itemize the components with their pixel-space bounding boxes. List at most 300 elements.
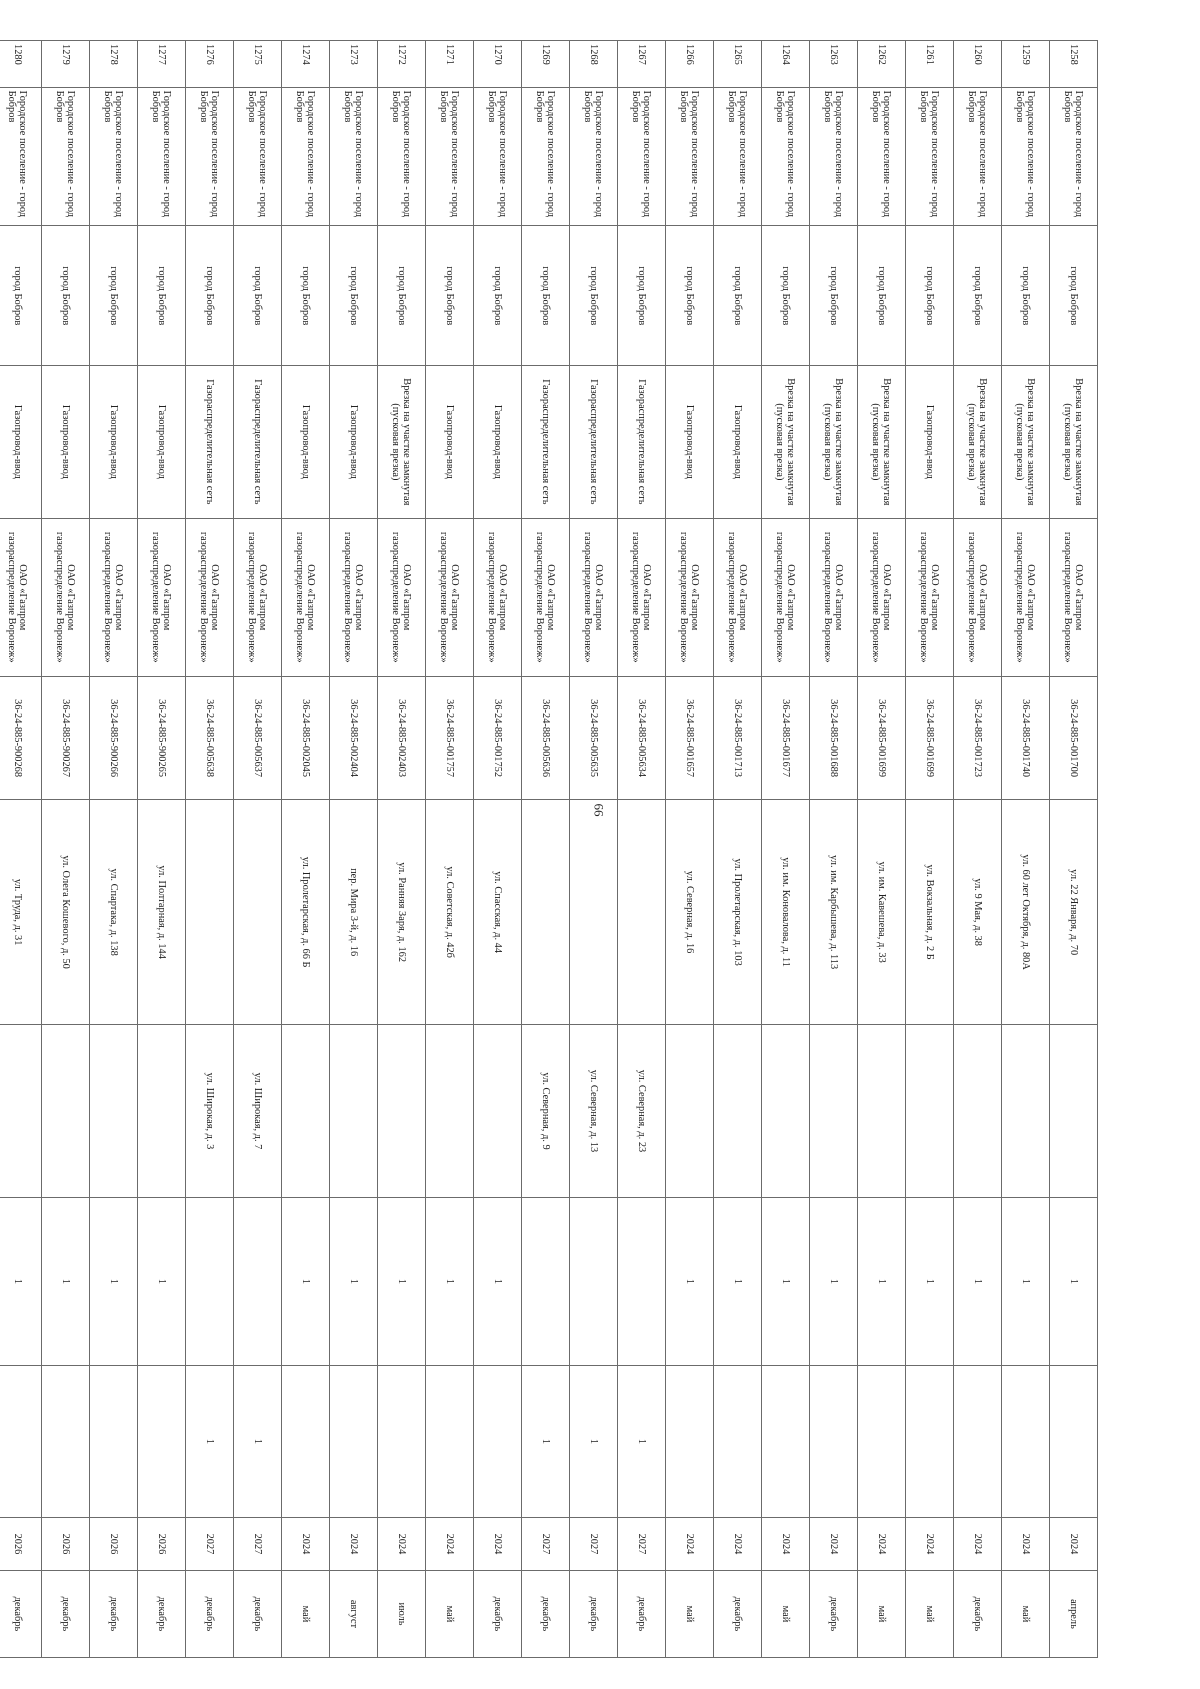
count-cell: 1 [810,1198,858,1366]
locality-cell: город Бобров [618,226,666,366]
table-row [954,41,1002,1658]
registry-table-body [0,41,1098,1658]
work-type-cell: Врезка на участке замкнутая (пусковая врезка) [1002,366,1050,518]
year-cell: 2026 [138,1518,186,1571]
municipality-cell: Городское поселение - город Бобров [474,87,522,226]
object-code-cell: 36-24-885-005635 [570,676,618,799]
month-cell: декабрь [42,1570,90,1657]
object-code-cell: 36-24-885-005638 [186,676,234,799]
address-extra-cell: ул. Широкая, д. 3 [186,1025,234,1198]
month-cell: декабрь [522,1570,570,1657]
organization-cell: ОАО «Газпром газораспределение Воронеж» [330,518,378,676]
year-cell: 2024 [282,1518,330,1571]
count-cell [618,1198,666,1366]
year-cell: 2024 [1002,1518,1050,1571]
address-cell: ул. Спартака, д. 138 [90,800,138,1025]
row-number-cell: 1271 [426,41,474,88]
object-code-cell: 36-24-885-900268 [0,676,42,799]
row-number-cell: 1266 [666,41,714,88]
object-code-cell: 36-24-885-001757 [426,676,474,799]
work-type-cell: Газопровод-ввод [426,366,474,518]
locality-cell: город Бобров [0,226,42,366]
address-extra-cell [42,1025,90,1198]
month-cell: май [666,1570,714,1657]
row-number-cell: 1276 [186,41,234,88]
organization-cell: ОАО «Газпром газораспределение Воронеж» [0,518,42,676]
row-number-cell: 1274 [282,41,330,88]
work-type-cell: Газопровод-ввод [666,366,714,518]
month-cell: май [282,1570,330,1657]
work-type-cell: Врезка на участке замкнутая (пусковая врезка) [762,366,810,518]
registry-table [0,40,1098,1658]
locality-cell: город Бобров [378,226,426,366]
organization-cell: ОАО «Газпром газораспределение Воронеж» [378,518,426,676]
work-type-cell: Газопровод-ввод [906,366,954,518]
year-cell: 2024 [906,1518,954,1571]
municipality-cell: Городское поселение - город Бобров [1002,87,1050,226]
locality-cell: город Бобров [282,226,330,366]
municipality-cell: Городское поселение - город Бобров [522,87,570,226]
month-cell: май [858,1570,906,1657]
address-extra-cell: ул. Северная, д. 23 [618,1025,666,1198]
organization-cell: ОАО «Газпром газораспределение Воронеж» [570,518,618,676]
row-number-cell: 1272 [378,41,426,88]
count-extra-cell [330,1365,378,1517]
locality-cell: город Бобров [714,226,762,366]
row-number-cell: 1277 [138,41,186,88]
count-extra-cell: 1 [522,1365,570,1517]
table-row [906,41,954,1658]
table-row [426,41,474,1658]
address-extra-cell [666,1025,714,1198]
object-code-cell: 36-24-885-900265 [138,676,186,799]
count-cell: 1 [858,1198,906,1366]
row-number-cell: 1278 [90,41,138,88]
address-cell: ул. Пролетарская, д. 66 Б [282,800,330,1025]
month-cell: декабрь [810,1570,858,1657]
table-row [330,41,378,1658]
count-extra-cell: 1 [186,1365,234,1517]
table-row [186,41,234,1658]
object-code-cell: 36-24-885-005637 [234,676,282,799]
month-cell: июль [378,1570,426,1657]
month-cell: декабрь [474,1570,522,1657]
table-row [1050,41,1098,1658]
count-extra-cell [1002,1365,1050,1517]
work-type-cell: Врезка на участке замкнутая (пусковая врезка) [1050,366,1098,518]
month-cell: май [426,1570,474,1657]
work-type-cell: Врезка на участке замкнутая (пусковая врезка) [954,366,1002,518]
municipality-cell: Городское поселение - город Бобров [858,87,906,226]
municipality-cell: Городское поселение - город Бобров [378,87,426,226]
organization-cell: ОАО «Газпром газораспределение Воронеж» [186,518,234,676]
locality-cell: город Бобров [810,226,858,366]
row-number-cell: 1268 [570,41,618,88]
row-number-cell: 1269 [522,41,570,88]
work-type-cell: Врезка на участке замкнутая (пусковая врезка) [810,366,858,518]
year-cell: 2026 [42,1518,90,1571]
work-type-cell: Газораспределительная сеть [522,366,570,518]
rotated-page-content [6,40,1098,1658]
count-cell: 1 [0,1198,42,1366]
month-cell: декабрь [138,1570,186,1657]
table-row [810,41,858,1658]
month-cell: декабрь [570,1570,618,1657]
locality-cell: город Бобров [330,226,378,366]
object-code-cell: 36-24-885-002403 [378,676,426,799]
address-cell [186,800,234,1025]
work-type-cell: Газопровод-ввод [282,366,330,518]
work-type-cell: Врезка на участке замкнутая (пусковая врезка) [378,366,426,518]
year-cell: 2027 [522,1518,570,1571]
count-cell: 1 [90,1198,138,1366]
count-cell: 1 [906,1198,954,1366]
municipality-cell: Городское поселение - город Бобров [570,87,618,226]
month-cell: декабрь [186,1570,234,1657]
municipality-cell: Городское поселение - город Бобров [138,87,186,226]
address-extra-cell [426,1025,474,1198]
row-number-cell: 1267 [618,41,666,88]
address-cell: ул. 22 Января, д. 70 [1050,800,1098,1025]
address-extra-cell [1002,1025,1050,1198]
address-cell: ул. Пролетарская, д. 103 [714,800,762,1025]
year-cell: 2024 [858,1518,906,1571]
organization-cell: ОАО «Газпром газораспределение Воронеж» [474,518,522,676]
address-cell: ул. им. Карбышева, д. 113 [810,800,858,1025]
locality-cell: город Бобров [90,226,138,366]
work-type-cell: Газопровод-ввод [138,366,186,518]
table-row [1002,41,1050,1658]
municipality-cell: Городское поселение - город Бобров [906,87,954,226]
organization-cell: ОАО «Газпром газораспределение Воронеж» [618,518,666,676]
municipality-cell: Городское поселение - город Бобров [234,87,282,226]
address-extra-cell: ул. Широкая, д. 7 [234,1025,282,1198]
row-number-cell: 1262 [858,41,906,88]
work-type-cell: Газораспределительная сеть [570,366,618,518]
table-row [522,41,570,1658]
organization-cell: ОАО «Газпром газораспределение Воронеж» [1002,518,1050,676]
locality-cell: город Бобров [138,226,186,366]
count-cell [234,1198,282,1366]
object-code-cell: 36-24-885-001713 [714,676,762,799]
table-row [762,41,810,1658]
year-cell: 2024 [666,1518,714,1571]
address-extra-cell [810,1025,858,1198]
locality-cell: город Бобров [522,226,570,366]
address-cell: пер. Мира 3-й, д. 16 [330,800,378,1025]
year-cell: 2026 [90,1518,138,1571]
municipality-cell: Городское поселение - город Бобров [618,87,666,226]
object-code-cell: 36-24-885-001740 [1002,676,1050,799]
count-cell: 1 [426,1198,474,1366]
address-extra-cell [282,1025,330,1198]
municipality-cell: Городское поселение - город Бобров [762,87,810,226]
locality-cell: город Бобров [762,226,810,366]
count-extra-cell [42,1365,90,1517]
table-row [90,41,138,1658]
count-extra-cell [858,1365,906,1517]
address-extra-cell [474,1025,522,1198]
object-code-cell: 36-24-885-005636 [522,676,570,799]
municipality-cell: Городское поселение - город Бобров [42,87,90,226]
organization-cell: ОАО «Газпром газораспределение Воронеж» [762,518,810,676]
address-cell: ул. 9 Мая, д. 38 [954,800,1002,1025]
table-row [666,41,714,1658]
address-extra-cell [762,1025,810,1198]
locality-cell: город Бобров [234,226,282,366]
object-code-cell: 36-24-885-001700 [1050,676,1098,799]
address-cell: ул. Труда, д. 31 [0,800,42,1025]
count-extra-cell [666,1365,714,1517]
count-cell [570,1198,618,1366]
count-extra-cell: 1 [570,1365,618,1517]
address-extra-cell [906,1025,954,1198]
count-cell: 1 [42,1198,90,1366]
locality-cell: город Бобров [1002,226,1050,366]
object-code-cell: 36-24-885-001699 [906,676,954,799]
count-cell: 1 [1002,1198,1050,1366]
object-code-cell: 36-24-885-900266 [90,676,138,799]
organization-cell: ОАО «Газпром газораспределение Воронеж» [858,518,906,676]
year-cell: 2024 [762,1518,810,1571]
work-type-cell: Газопровод-ввод [42,366,90,518]
table-row [234,41,282,1658]
count-extra-cell [282,1365,330,1517]
address-extra-cell [954,1025,1002,1198]
table-row [714,41,762,1658]
count-extra-cell [90,1365,138,1517]
locality-cell: город Бобров [666,226,714,366]
municipality-cell: Городское поселение - город Бобров [0,87,42,226]
object-code-cell: 36-24-885-001752 [474,676,522,799]
year-cell: 2024 [378,1518,426,1571]
organization-cell: ОАО «Газпром газораспределение Воронеж» [282,518,330,676]
work-type-cell: Газопровод-ввод [90,366,138,518]
address-extra-cell [330,1025,378,1198]
count-extra-cell [0,1365,42,1517]
work-type-cell: Газопровод-ввод [474,366,522,518]
address-cell [522,800,570,1025]
table-row [378,41,426,1658]
count-extra-cell [810,1365,858,1517]
month-cell: апрель [1050,1570,1098,1657]
municipality-cell: Городское поселение - город Бобров [666,87,714,226]
work-type-cell: Газораспределительная сеть [618,366,666,518]
count-cell: 1 [954,1198,1002,1366]
municipality-cell: Городское поселение - город Бобров [282,87,330,226]
count-cell: 1 [378,1198,426,1366]
locality-cell: город Бобров [42,226,90,366]
year-cell: 2024 [714,1518,762,1571]
address-cell [618,800,666,1025]
object-code-cell: 36-24-885-002404 [330,676,378,799]
object-code-cell: 36-24-885-001699 [858,676,906,799]
address-cell: ул. Полтарная, д. 144 [138,800,186,1025]
locality-cell: город Бобров [1050,226,1098,366]
table-row [282,41,330,1658]
count-cell [186,1198,234,1366]
organization-cell: ОАО «Газпром газораспределение Воронеж» [426,518,474,676]
work-type-cell: Врезка на участке замкнутая (пусковая врезка) [858,366,906,518]
count-cell: 1 [282,1198,330,1366]
organization-cell: ОАО «Газпром газораспределение Воронеж» [714,518,762,676]
month-cell: декабрь [954,1570,1002,1657]
municipality-cell: Городское поселение - город Бобров [426,87,474,226]
row-number-cell: 1265 [714,41,762,88]
count-extra-cell [762,1365,810,1517]
month-cell: август [330,1570,378,1657]
month-cell: декабрь [618,1570,666,1657]
row-number-cell: 1258 [1050,41,1098,88]
organization-cell: ОАО «Газпром газораспределение Воронеж» [234,518,282,676]
count-extra-cell [378,1365,426,1517]
address-cell: ул. им. Коновалова, д. 11 [762,800,810,1025]
address-extra-cell [90,1025,138,1198]
count-cell: 1 [762,1198,810,1366]
locality-cell: город Бобров [186,226,234,366]
table-row [0,41,42,1658]
address-extra-cell [0,1025,42,1198]
count-extra-cell [906,1365,954,1517]
table-row [570,41,618,1658]
table-row [618,41,666,1658]
address-cell [234,800,282,1025]
address-extra-cell: ул. Северная, д. 13 [570,1025,618,1198]
address-cell: ул. Ранняя Заря, д. 162 [378,800,426,1025]
year-cell: 2027 [186,1518,234,1571]
organization-cell: ОАО «Газпром газораспределение Воронеж» [954,518,1002,676]
month-cell: декабрь [234,1570,282,1657]
table-row [474,41,522,1658]
count-extra-cell [1050,1365,1098,1517]
row-number-cell: 1273 [330,41,378,88]
address-cell: ул. Северная, д. 16 [666,800,714,1025]
table-row [858,41,906,1658]
locality-cell: город Бобров [570,226,618,366]
municipality-cell: Городское поселение - город Бобров [714,87,762,226]
locality-cell: город Бобров [474,226,522,366]
object-code-cell: 36-24-885-001657 [666,676,714,799]
organization-cell: ОАО «Газпром газораспределение Воронеж» [522,518,570,676]
count-extra-cell [138,1365,186,1517]
address-cell: ул. им. Кавешева, д. 33 [858,800,906,1025]
organization-cell: ОАО «Газпром газораспределение Воронеж» [810,518,858,676]
count-cell: 1 [1050,1198,1098,1366]
municipality-cell: Городское поселение - город Бобров [186,87,234,226]
row-number-cell: 1260 [954,41,1002,88]
count-extra-cell [474,1365,522,1517]
year-cell: 2024 [810,1518,858,1571]
year-cell: 2027 [618,1518,666,1571]
row-number-cell: 1270 [474,41,522,88]
address-cell: ул. Советская, д. 42б [426,800,474,1025]
count-cell: 1 [138,1198,186,1366]
year-cell: 2024 [330,1518,378,1571]
work-type-cell: Газораспределительная сеть [186,366,234,518]
count-cell: 1 [474,1198,522,1366]
locality-cell: город Бобров [954,226,1002,366]
address-cell: ул. Спасская, д. 44 [474,800,522,1025]
locality-cell: город Бобров [426,226,474,366]
count-extra-cell [714,1365,762,1517]
year-cell: 2024 [954,1518,1002,1571]
year-cell: 2024 [426,1518,474,1571]
month-cell: май [906,1570,954,1657]
year-cell: 2024 [474,1518,522,1571]
count-cell [522,1198,570,1366]
municipality-cell: Городское поселение - город Бобров [954,87,1002,226]
organization-cell: ОАО «Газпром газораспределение Воронеж» [906,518,954,676]
address-extra-cell: ул. Северная, д. 9 [522,1025,570,1198]
row-number-cell: 1279 [42,41,90,88]
count-extra-cell: 1 [234,1365,282,1517]
municipality-cell: Городское поселение - город Бобров [90,87,138,226]
count-extra-cell [426,1365,474,1517]
organization-cell: ОАО «Газпром газораспределение Воронеж» [42,518,90,676]
table-row [138,41,186,1658]
month-cell: май [762,1570,810,1657]
page-number: 66 [591,803,607,817]
organization-cell: ОАО «Газпром газораспределение Воронеж» [90,518,138,676]
month-cell: декабрь [714,1570,762,1657]
count-cell: 1 [330,1198,378,1366]
year-cell: 2024 [1050,1518,1098,1571]
organization-cell: ОАО «Газпром газораспределение Воронеж» [138,518,186,676]
count-extra-cell [954,1365,1002,1517]
month-cell: май [1002,1570,1050,1657]
year-cell: 2027 [570,1518,618,1571]
address-cell: ул. 60 лет Октября, д. 80А [1002,800,1050,1025]
municipality-cell: Городское поселение - город Бобров [330,87,378,226]
row-number-cell: 1263 [810,41,858,88]
address-extra-cell [378,1025,426,1198]
month-cell: декабрь [90,1570,138,1657]
address-extra-cell [858,1025,906,1198]
municipality-cell: Городское поселение - город Бобров [810,87,858,226]
object-code-cell: 36-24-885-002045 [282,676,330,799]
count-cell: 1 [666,1198,714,1366]
object-code-cell: 36-24-885-001677 [762,676,810,799]
address-cell [570,800,618,1025]
municipality-cell: Городское поселение - город Бобров [1050,87,1098,226]
object-code-cell: 36-24-885-900267 [42,676,90,799]
row-number-cell: 1275 [234,41,282,88]
address-cell: ул. Олега Кошевого, д. 50 [42,800,90,1025]
count-extra-cell: 1 [618,1365,666,1517]
work-type-cell: Газопровод-ввод [330,366,378,518]
object-code-cell: 36-24-885-005634 [618,676,666,799]
row-number-cell: 1280 [0,41,42,88]
year-cell: 2026 [0,1518,42,1571]
row-number-cell: 1261 [906,41,954,88]
locality-cell: город Бобров [858,226,906,366]
work-type-cell: Газопровод-ввод [0,366,42,518]
row-number-cell: 1259 [1002,41,1050,88]
address-extra-cell [1050,1025,1098,1198]
organization-cell: ОАО «Газпром газораспределение Воронеж» [666,518,714,676]
table-row [42,41,90,1658]
row-number-cell: 1264 [762,41,810,88]
work-type-cell: Газопровод-ввод [714,366,762,518]
locality-cell: город Бобров [906,226,954,366]
address-extra-cell [714,1025,762,1198]
object-code-cell: 36-24-885-001688 [810,676,858,799]
address-extra-cell [138,1025,186,1198]
organization-cell: ОАО «Газпром газораспределение Воронеж» [1050,518,1098,676]
count-cell: 1 [714,1198,762,1366]
work-type-cell: Газораспределительная сеть [234,366,282,518]
year-cell: 2027 [234,1518,282,1571]
